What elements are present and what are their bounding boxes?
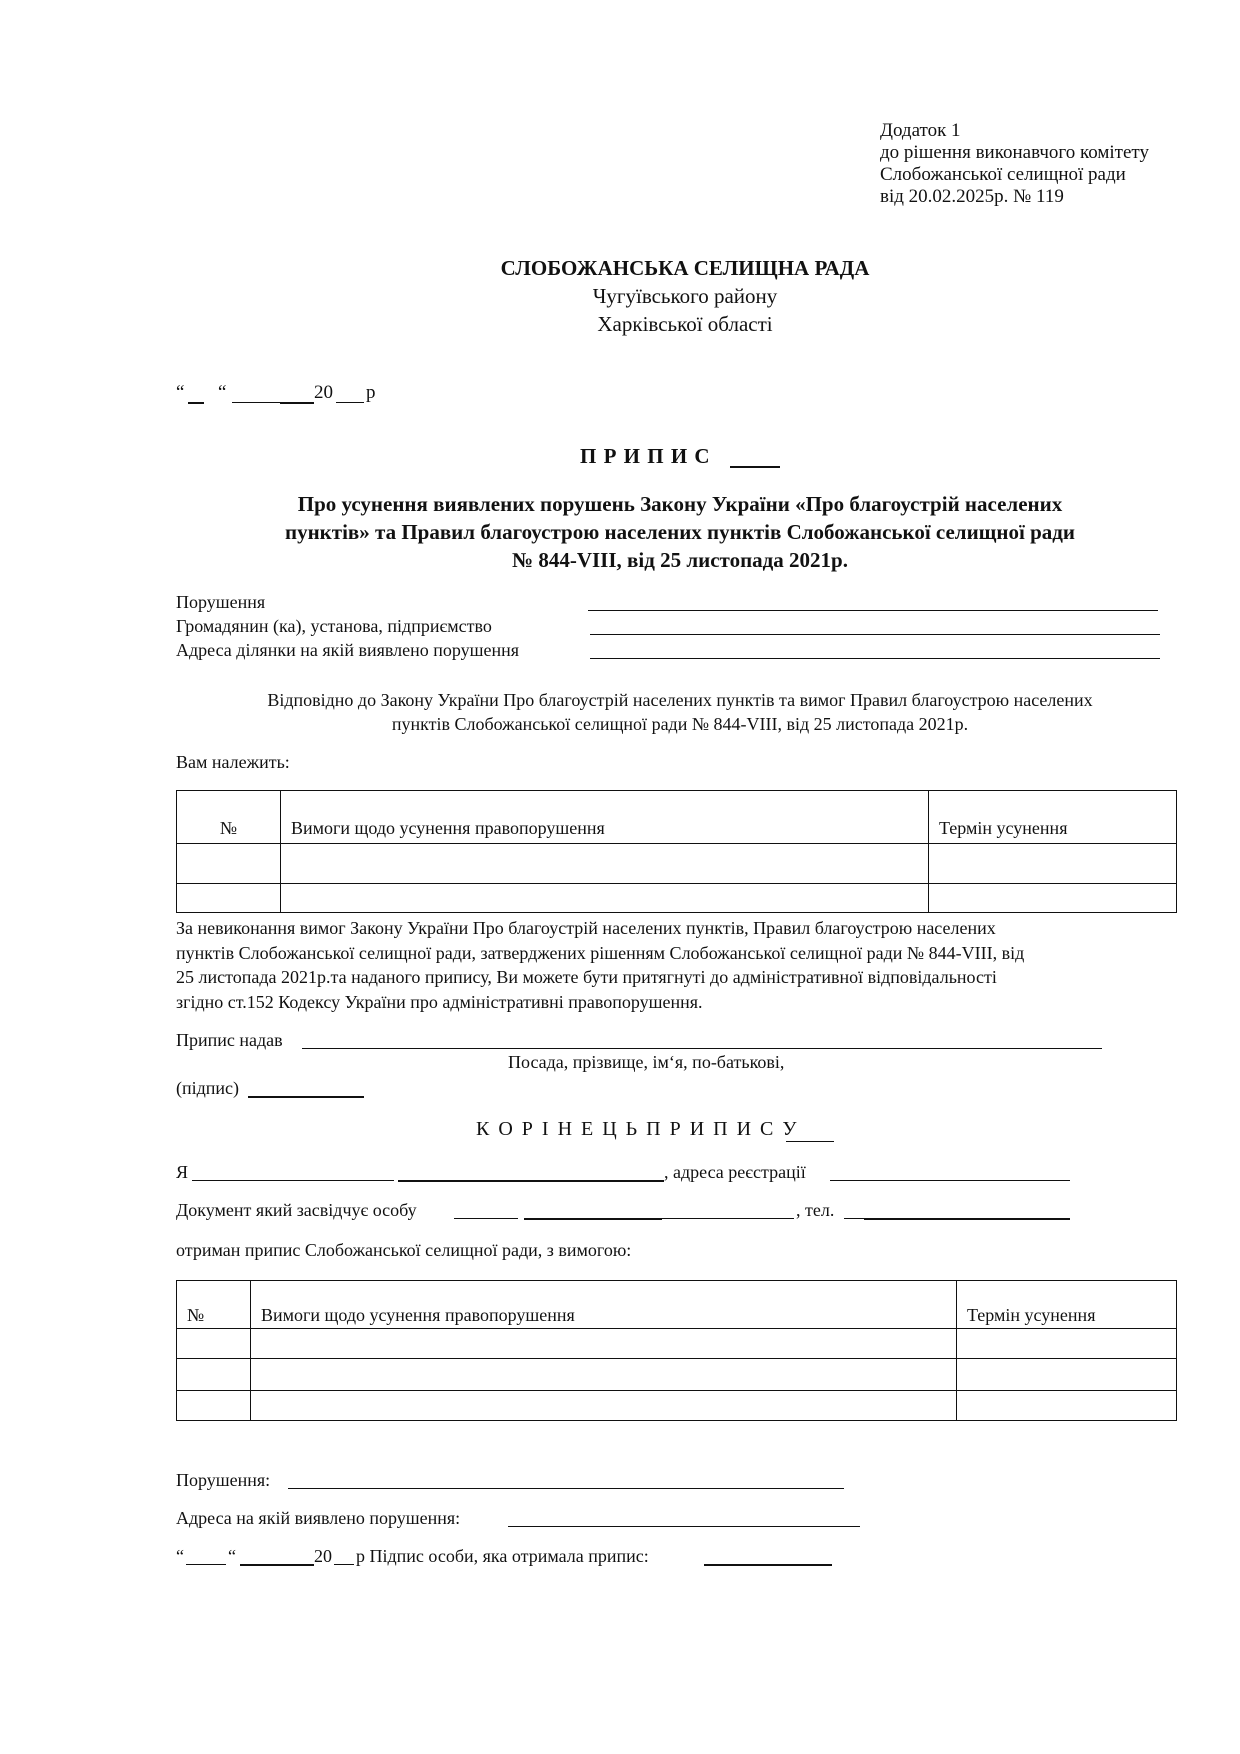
table-row: [177, 884, 1177, 913]
appendix-decision: до рішення виконавчого комітету: [880, 142, 1149, 163]
field-address-blank[interactable]: [590, 658, 1160, 659]
subject-line-2: пунктів» та Правил благоустрою населених пунктів Слобожанської селищної ради: [284, 520, 1076, 544]
stub-number-blank[interactable]: [786, 1141, 834, 1142]
field-violation-label: Порушення: [176, 592, 266, 612]
stub-i-label: Я: [176, 1162, 189, 1182]
footer-address-blank[interactable]: [508, 1526, 860, 1527]
date-month-blank-b[interactable]: [280, 402, 314, 404]
council-region: Харківської області: [597, 312, 773, 336]
table-header-number: №: [177, 1281, 251, 1329]
field-address-label: Адреса ділянки на якій виявлено порушення: [176, 640, 520, 660]
table-header-deadline: Термін усунення: [957, 1281, 1177, 1329]
table-header-requirements: Вимоги щодо усунення правопорушення: [251, 1281, 957, 1329]
date-line: [176, 382, 184, 404]
stub-phone-blank-b[interactable]: [864, 1218, 1070, 1220]
subject-line-1: Про усунення виявлених порушень Закону України «Про благоустрій населених: [297, 492, 1063, 516]
document-number-blank[interactable]: [730, 466, 780, 468]
subject-line-3: № 844-VIII, від 25 листопада 2021р.: [512, 548, 848, 572]
legal-basis: [150, 688, 1210, 736]
table-cell-number[interactable]: [177, 844, 281, 884]
appendix-council: Слобожанської селищної ради: [880, 164, 1126, 185]
table-cell-deadline[interactable]: [929, 884, 1177, 913]
stub-name-blank-b[interactable]: [398, 1180, 664, 1182]
footer-address-label: Адреса на якій виявлено порушення:: [176, 1508, 461, 1528]
table-cell-deadline[interactable]: [929, 844, 1177, 884]
footer-close-quote: “: [228, 1546, 236, 1566]
field-citizen-blank[interactable]: [590, 634, 1160, 635]
table-cell-requirement[interactable]: [281, 884, 929, 913]
stub-document-blank-a[interactable]: [454, 1218, 518, 1219]
issued-by-blank[interactable]: [302, 1048, 1102, 1049]
field-violation-blank[interactable]: [588, 610, 1158, 611]
footer-signature-blank[interactable]: [704, 1564, 832, 1566]
date-day-blank[interactable]: [188, 402, 204, 404]
footer-day-blank[interactable]: [186, 1564, 226, 1565]
date-year-prefix: 20: [314, 382, 333, 403]
table-header-requirements: Вимоги щодо усунення правопорушення: [281, 791, 929, 844]
date-close-quote: “: [218, 382, 227, 403]
table-row: [177, 844, 1177, 884]
table-header-row: [177, 791, 1177, 844]
table-cell-number[interactable]: [177, 1359, 251, 1391]
table-cell-number[interactable]: [177, 1391, 251, 1421]
warning-line-3: 25 листопада 2021р.та наданого припису, Ви можете бути притягнуті до адміністративної відповідальності: [176, 967, 997, 987]
stub-document-blank-b[interactable]: [524, 1218, 662, 1220]
table-row: [177, 1329, 1177, 1359]
requirements-table: [176, 790, 1177, 913]
table-cell-requirement[interactable]: [251, 1391, 957, 1421]
stub-reg-address-blank[interactable]: [830, 1180, 1070, 1181]
issued-by-label: Припис надав: [176, 1030, 283, 1050]
signature-blank[interactable]: [248, 1096, 364, 1098]
date-year-suffix: р: [366, 382, 376, 403]
appendix-date: від 20.02.2025р. № 119: [880, 186, 1064, 207]
footer-signature-label: р Підпис особи, яка отримала припис:: [356, 1546, 649, 1566]
stub-received-label: отриман припис Слобожанської селищної ради, з вимогою:: [176, 1240, 632, 1260]
table-cell-deadline[interactable]: [957, 1359, 1177, 1391]
footer-year-blank[interactable]: [334, 1564, 354, 1565]
council-district: Чугуївського району: [592, 284, 778, 308]
warning-line-2: пунктів Слобожанської селищної ради, затверджених рішенням Слобожанської селищної ради № 844-VIII, від: [176, 942, 1025, 963]
legal-basis-line-1: Відповідно до Закону України Про благоустрій населених пунктів та вимог Правил благоустрою населених: [267, 690, 1093, 710]
table-cell-deadline[interactable]: [957, 1329, 1177, 1359]
document-title: П Р И П И С: [580, 444, 711, 468]
table-header-deadline: Термін усунення: [929, 791, 1177, 844]
stub-phone-label: , тел.: [796, 1200, 835, 1220]
warning-paragraph: [176, 916, 1024, 1014]
date-open-quote: “: [176, 382, 185, 403]
table-row: [177, 1391, 1177, 1421]
document-subject: [150, 490, 1210, 574]
table-cell-deadline[interactable]: [957, 1391, 1177, 1421]
appendix-block: [880, 120, 1149, 208]
date-month-blank-a[interactable]: [232, 402, 280, 403]
council-header: [320, 254, 1050, 338]
stub-reg-address-label: , адреса реєстрації: [664, 1162, 806, 1182]
table-row: [177, 1359, 1177, 1391]
table-cell-requirement[interactable]: [251, 1329, 957, 1359]
table-cell-number[interactable]: [177, 1329, 251, 1359]
council-name: СЛОБОЖАНСЬКА СЕЛИЩНА РАДА: [500, 256, 870, 280]
legal-basis-line-2: пунктів Слобожанської селищної ради № 844-VIII, від 25 листопада 2021р.: [391, 714, 969, 734]
stub-document-label: Документ який засвідчує особу: [176, 1200, 417, 1220]
field-citizen-label: Громадянин (ка), установа, підприємство: [176, 616, 492, 636]
footer-violation-label: Порушення:: [176, 1470, 271, 1490]
warning-line-1: За невиконання вимог Закону України Про благоустрій населених пунктів, Правил благоустрою населених: [176, 918, 996, 938]
stub-title: К О Р І Н Е Ц Ь П Р И П И С У: [476, 1118, 799, 1140]
table-cell-number[interactable]: [177, 884, 281, 913]
stub-requirements-table: [176, 1280, 1177, 1421]
stub-phone-blank-a[interactable]: [844, 1218, 864, 1219]
date-year-blank[interactable]: [336, 402, 364, 403]
issued-by-caption: Посада, прізвище, ім‘я, по-батькові,: [508, 1052, 785, 1072]
table-header-row: [177, 1281, 1177, 1329]
table-header-number: №: [177, 791, 281, 844]
duty-label: Вам належить:: [176, 752, 290, 772]
appendix-number: Додаток 1: [880, 120, 961, 141]
footer-month-blank[interactable]: [240, 1564, 314, 1566]
footer-year-prefix: 20: [314, 1546, 332, 1566]
stub-document-blank-c[interactable]: [662, 1218, 794, 1219]
signature-label: (підпис): [176, 1078, 240, 1098]
table-cell-requirement[interactable]: [251, 1359, 957, 1391]
footer-violation-blank[interactable]: [288, 1488, 844, 1489]
warning-line-4: згідно ст.152 Кодексу України про адміністративні правопорушення.: [176, 991, 703, 1012]
table-cell-requirement[interactable]: [281, 844, 929, 884]
footer-open-quote: “: [176, 1546, 184, 1566]
stub-name-blank-a[interactable]: [192, 1180, 394, 1181]
